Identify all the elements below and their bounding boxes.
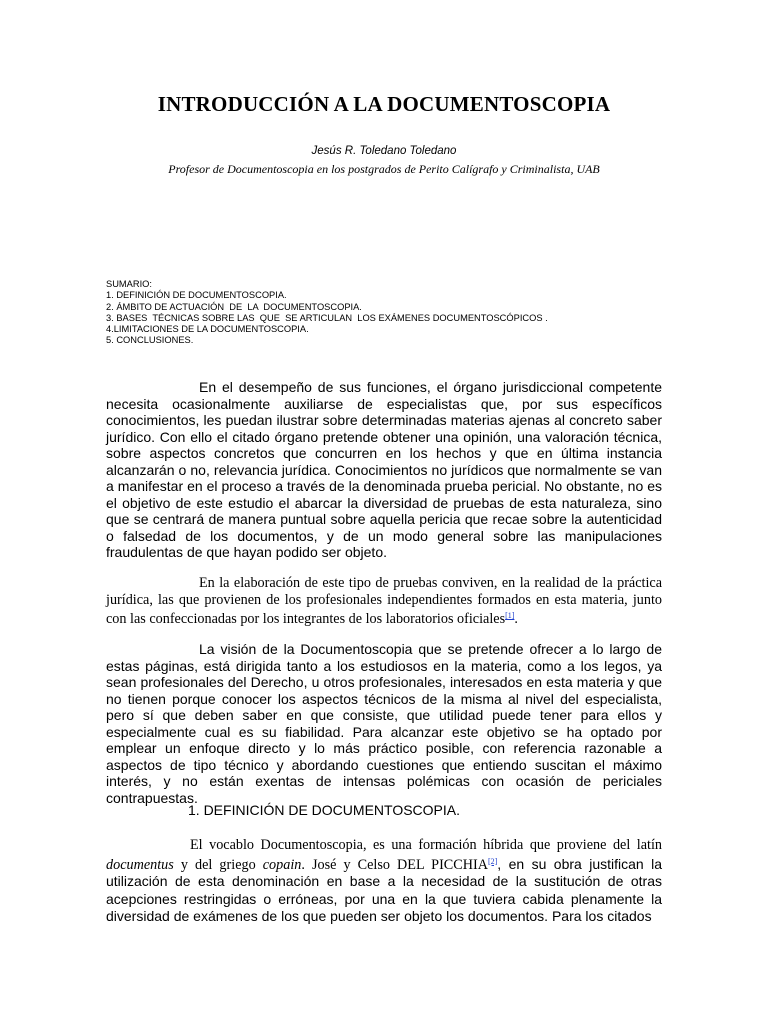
term-documentus: documentus xyxy=(106,856,174,873)
practice-paragraph-end: . xyxy=(514,611,518,627)
summary-list xyxy=(106,279,548,347)
intro-paragraph: En el desempeño de sus funciones, el órgano jurisdiccional competente necesita ocasionalmente auxiliarse de especialistas que, por sus específicos conocimientos, les puedan ilustrar sobre determinadas materias ajenas al concreto saber jurídico. Con ello el citado órgano pretende obtener una opinión, una valoración técnica, sobre aspectos concretos que concurren en los hechos y que en última instancia alcanzarán o no, relevancia jurídica. Conocimientos no jurídicos que normalmente se van a manifestar en el proceso a través de la denominada prueba pericial. No obstante, no es el objetivo de este estudio el abarcar la diversidad de pruebas de esta naturaleza, sino que se centrará de manera puntual sobre aquella pericia que recae sobre la autenticidad o falsedad de los documentos, y de un modo general sobre las manipulaciones fraudulentas de que hayan podido ser objeto. xyxy=(106,379,662,560)
section-heading-definition: 1. DEFINICIÓN DE DOCUMENTOSCOPIA. xyxy=(188,802,460,818)
definition-text-b: y del griego xyxy=(173,856,263,873)
term-copain: copain xyxy=(262,856,302,873)
summary-item: 1. DEFINICIÓN DE DOCUMENTOSCOPIA. xyxy=(106,290,287,301)
definition-text-d: , en su obra justifican la utilización de esta denominación en base a la necesidad de la sustitución de otras acepciones restringidas o erróneas, por una en la que tuviera cabida plenamente la diversidad de exámenes de los que pueden ser objeto los documentos. Para los citados xyxy=(106,855,662,924)
definition-paragraph xyxy=(106,837,662,926)
vision-paragraph: La visión de la Documentoscopia que se pretende ofrecer a lo largo de estas páginas, está dirigida tanto a los estudiosos en la materia, como a los legos, ya sean profesionales del Derecho, u otros profesionales, interesados en esta materia y que no tienen porque conocer los aspectos técnicos de la misma al nivel del especialista, pero sí que deben saber en que consiste, que utilidad puede tener para ellos y especialmente cual es su fiabilidad. Para alcanzar este objetivo se ha optado por emplear un enfoque directo y lo más práctico posible, con referencia razonable a aspectos de tipo técnico y abordando cuestiones que entiendo suscitan el máximo interés, y no están exentas de intensas polémicas con ocasión de periciales contrapuestas. xyxy=(106,641,662,806)
definition-text-c: . José y Celso DEL PICCHIA xyxy=(301,856,488,873)
author-affiliation: Profesor de Documentoscopia en los postgrados de Perito Calígrafo y Criminalista, UAB xyxy=(168,162,600,176)
footnote-link-1[interactable]: [1] xyxy=(505,611,515,620)
summary-item: 2. ÁMBITO DE ACTUACIÓN DE LA DOCUMENTOSCOPIA. xyxy=(106,301,362,312)
practice-paragraph-text: En la elaboración de este tipo de pruebas conviven, en la realidad de la práctica jurídica, las que provienen de los profesionales independientes formados en esta materia, junto con las confeccionadas por los integrantes de los laboratorios oficiales xyxy=(106,575,662,627)
summary-item: 4.LIMITACIONES DE LA DOCUMENTOSCOPIA. xyxy=(106,324,309,335)
footnote-link-2[interactable]: [2] xyxy=(487,856,498,866)
summary-item: 5. CONCLUSIONES. xyxy=(106,335,194,346)
definition-text-a: El vocablo Documentoscopia, es una formación híbrida que proviene del latín xyxy=(190,837,662,853)
author-name: Jesús R. Toledano Toledano xyxy=(311,145,457,157)
document-title: INTRODUCCIÓN A LA DOCUMENTOSCOPIA xyxy=(157,92,611,116)
summary-item: 3. BASES TÉCNICAS SOBRE LAS QUE SE ARTICULAN LOS EXÁMENES DOCUMENTOSCÓPICOS . xyxy=(106,312,548,323)
summary-heading: SUMARIO: xyxy=(106,279,152,289)
practice-paragraph xyxy=(106,575,662,628)
